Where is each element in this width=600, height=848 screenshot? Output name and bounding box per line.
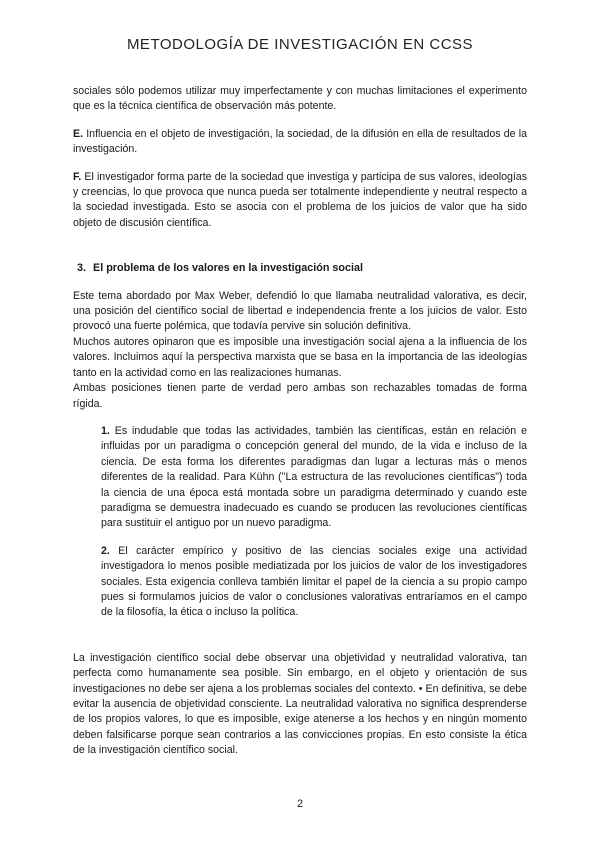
point-label-1: 1.	[101, 424, 110, 437]
paragraph-continuation: sociales sólo podemos utilizar muy imperfectamente y con muchas limitaciones el experimento que es la técnica científica de observación más potente.	[73, 85, 527, 113]
section-number: 3.	[77, 262, 87, 275]
point-text-2: El carácter empírico y positivo de las ciencias sociales exige una actividad investigadora lo menos posible mediatizada por los juicios de valor de los investigadores sociales. Esta exigencia conlleva también limitar el papel de la ciencia a su propio campo pues si formulamos juicios de valor o conclusiones valorativas entraríamos en el campo de la filosofía, la ética o incluso la política.	[101, 544, 527, 619]
point-label-2: 2.	[101, 544, 110, 557]
body-paragraph-positions: Ambas posiciones tienen parte de verdad pero ambas son rechazables tomadas de forma rígida.	[73, 382, 527, 410]
body-paragraph-weber: Este tema abordado por Max Weber, defendió lo que llamaba neutralidad valorativa, es decir, una posición del científico social de libertad e independencia frente a los juicios de valor. Esto provocó una fuerte polémica, que todavía pervive sin solución definitiva.	[73, 289, 527, 333]
point-text-1: Es indudable que todas las actividades, también las científicas, están en relación e influidas por un paradigma o concepción general del mundo, de la vida e incluso de la ciencia. De esta forma los diferentes paradigmas dan lugar a lecturas más o menos diferentes de la realidad. Para Kühn ("La estructura de las revoluciones científicas") toda la ciencia de una época está montada sobre un paradigma determinado y cuando este paradigma se demuestra inadecuado es cuando se producen las revoluciones científicas para sustituir el antiguo por un nuevo paradigma.	[101, 424, 527, 530]
page-content	[73, 84, 527, 759]
point-1	[101, 424, 527, 532]
item-text-e: Influencia en el objeto de investigación, la sociedad, de la difusión en ella de resultados de la investigación.	[73, 127, 527, 156]
item-text-f: El investigador forma parte de la sociedad que investiga y participa de sus valores, ideologías y creencias, lo que provoca que nunca pueda ser totalmente independiente y neutral respecto a la sociedad investigada. Esto se asocia con el problema de los juicios de valor que ha sido objeto de discusión científica.	[73, 170, 527, 229]
section-heading	[77, 261, 527, 276]
body-paragraph-values: Muchos autores opinaron que es imposible una investigación social ajena a la influencia de los valores. Incluimos aquí la perspectiva marxista que se basa en la importancia de las ideologías tanto en la actividad como en las realizaciones humanas.	[73, 335, 527, 379]
item-label-e: E.	[73, 127, 84, 140]
paragraph-e	[73, 127, 527, 158]
page-header-title: METODOLOGÍA DE INVESTIGACIÓN EN CCSS	[126, 36, 474, 53]
page-number: 2	[296, 798, 304, 810]
section-title: El problema de los valores en la investigación social	[93, 262, 364, 275]
item-label-f: F.	[73, 170, 82, 183]
paragraph-f	[73, 170, 527, 232]
conclusion-paragraph: La investigación científico social debe observar una objetividad y neutralidad valorativa, tan perfecta como humanamente sea posible. Sin embargo, en el objeto y orientación de sus investigaciones no debe ser ajena a los problemas sociales del contexto. • En definitiva, se debe evitar la ausencia de objetividad consciente. La neutralidad valorativa no significa desprenderse de los propios valores, lo que es imposible, exige atenerse a los hechos y en ningún momento deben falsificarse porque sean contrarios a las convicciones propias. En esto consiste la ética de la investigación científico social.	[73, 651, 527, 757]
point-2	[101, 544, 527, 621]
